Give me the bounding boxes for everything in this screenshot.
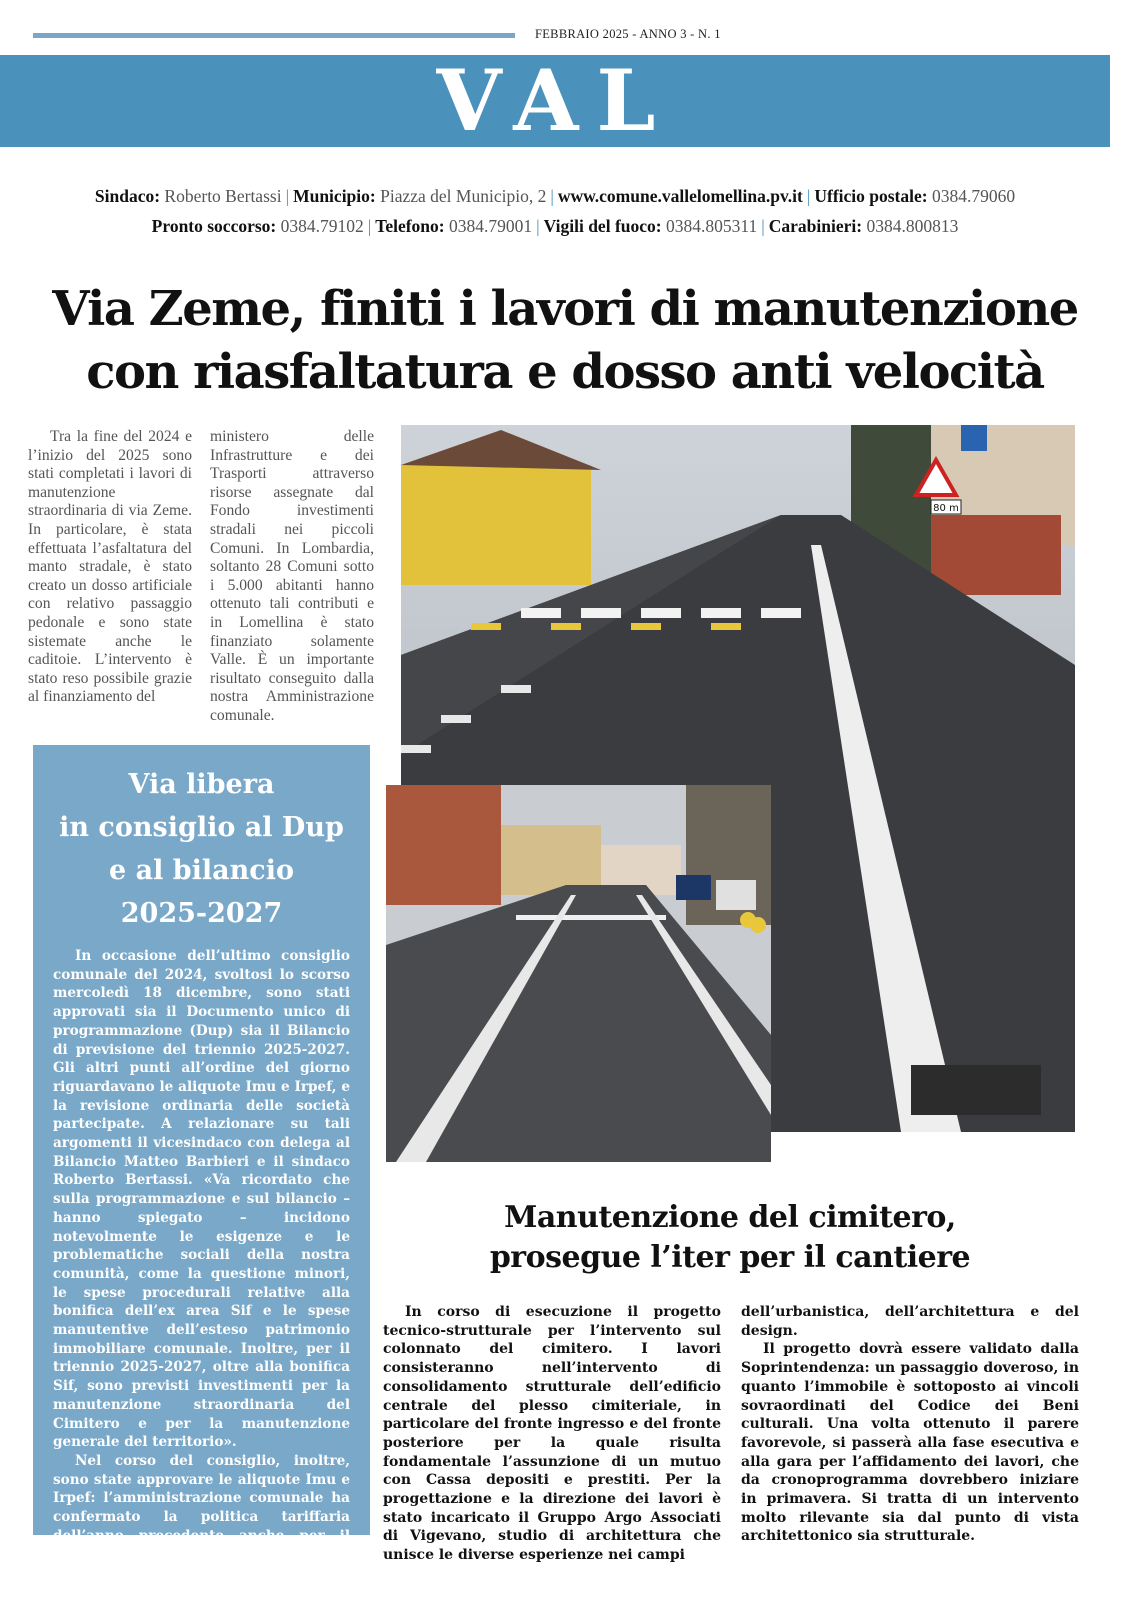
main-headline: Via Zeme, finiti i lavori di manutenzione con riasfaltatura e dosso anti velocità xyxy=(52,281,1078,400)
article1-col1: Tra la fine del 2024 e l’inizio del 2025 sono stati completati i lavori di manutenzione straordinaria di via Zeme. In particolare, è stata effettuata l’asfaltatura del manto stradale, è stato creato un dosso artificiale con relativo passaggio pedonale e sono state sistemate anche le caditoie. L’intervento è stato reso possibile grazie al finanziamento del xyxy=(28,428,192,706)
box-text: In occasione dell’ultimo consiglio comunale del 2024, svoltosi lo scorso mercoledì 18 dicembre, sono stati approvati sia il Documento unico di programmazione (Dup) sia il Bilancio di previsione del triennio 2025-2027. Gli altri punti all’ordine del giorno riguardavano le aliquote Imu e Irpef, e la revisione ordinaria delle società partecipate. A relazionare su tali argomenti il vicesindaco con delega al Bilancio Matteo Barbieri e il sindaco Roberto Bertassi. «Va ricordato che sulla programmazione e sul bilancio – hanno spiegato – incidono notevolmente le esigenze e le problematiche sociali della nostra comunità, come la questione minori, le spese procedurali relative alla bonifica dell’ex area Sif e le spese manutentive dell’esteso patrimonio immobiliare comunale. Inoltre, per il triennio 2025-2027, oltre alla bonifica Sif, sono previsti investimenti per la manutenzione straordinaria del Cimitero e per la manutenzione generale del territorio». Nel corso del consiglio, inoltre, sono state approvare le aliquote Imu e Irpef: l’amministrazione comunale ha confermato la politica tariffaria dell’anno precedente anche per il 2025. xyxy=(53,948,350,1563)
issue-info: FEBBRAIO 2025 - ANNO 3 - N. 1 xyxy=(535,27,721,41)
road-sign-text: 80 m xyxy=(933,503,959,514)
masthead-band xyxy=(0,51,1110,150)
article1-col2: ministero delle Infrastrutture e dei Trasporti attraverso risorse assegnate dal Fondo investimenti stradali nei piccoli Comuni. In Lombardia, soltanto 28 Comuni sotto i 5.000 abitanti hanno ottenuto tali contributi e in Lomellina è stato finanziato solamente Valle. È un importante risultato conseguito dalla nostra Amministrazione comunale. xyxy=(210,428,374,724)
road-photo-secondary xyxy=(386,785,771,1162)
article2-col2: dell’urbanistica, dell’architettura e del design. Il progetto dovrà essere validato dalla Soprintendenza: un passaggio doveroso, in quanto l’immobile è sottoposto ai vincoli sovraordinati del Codice dei Beni culturali. Una volta ottenuto il parere favorevole, si passerà alla fase esecutiva e alla gara per l’affidamento dei lavori, che da cronoprogramma dovrebbero iniziare in primavera. Si tratta di un intervento molto rilevante sia dal punto di vista architettonico sia strutturale. xyxy=(741,1304,1079,1545)
sidebar-box xyxy=(33,745,370,1563)
top-rule xyxy=(33,33,515,38)
masthead-title: VAL xyxy=(436,51,674,150)
website-link[interactable]: www.comune.vallelomellina.pv.it xyxy=(557,186,803,206)
contacts-line-2: Pronto soccorso: 0384.79102 | Telefono: 0384.79001 | Vigili del fuoco: 0384.805311 | Carabinieri: 0384.800813 xyxy=(151,216,959,236)
article2-col1: In corso di esecuzione il progetto tecnico-strutturale per l’intervento sul colonnato del cimitero. I lavori consisteranno nell’intervento di consolidamento strutturale dell’edificio centrale del plesso cimiteriale, in particolare del fronte ingresso e del fronte posteriore per la quale risulta fondamentale l’assunzione di un mutuo con Cassa depositi e prestiti. Per la progettazione e la direzione dei lavori è stato incaricato il Gruppo Argo Associati di Vigevano, studio di architettura che unisce le diverse esperienze nei campi xyxy=(383,1304,721,1564)
contacts-line-1: Sindaco: Roberto Bertassi | Municipio: Piazza del Municipio, 2 | www.comune.vallelomellina.pv.it | Ufficio postale: 0384.79060 xyxy=(94,186,1016,206)
second-headline: Manutenzione del cimitero, prosegue l’iter per il cantiere xyxy=(489,1200,971,1275)
box-title: Via libera in consiglio al Dup e al bilancio 2025-2027 xyxy=(59,769,344,929)
